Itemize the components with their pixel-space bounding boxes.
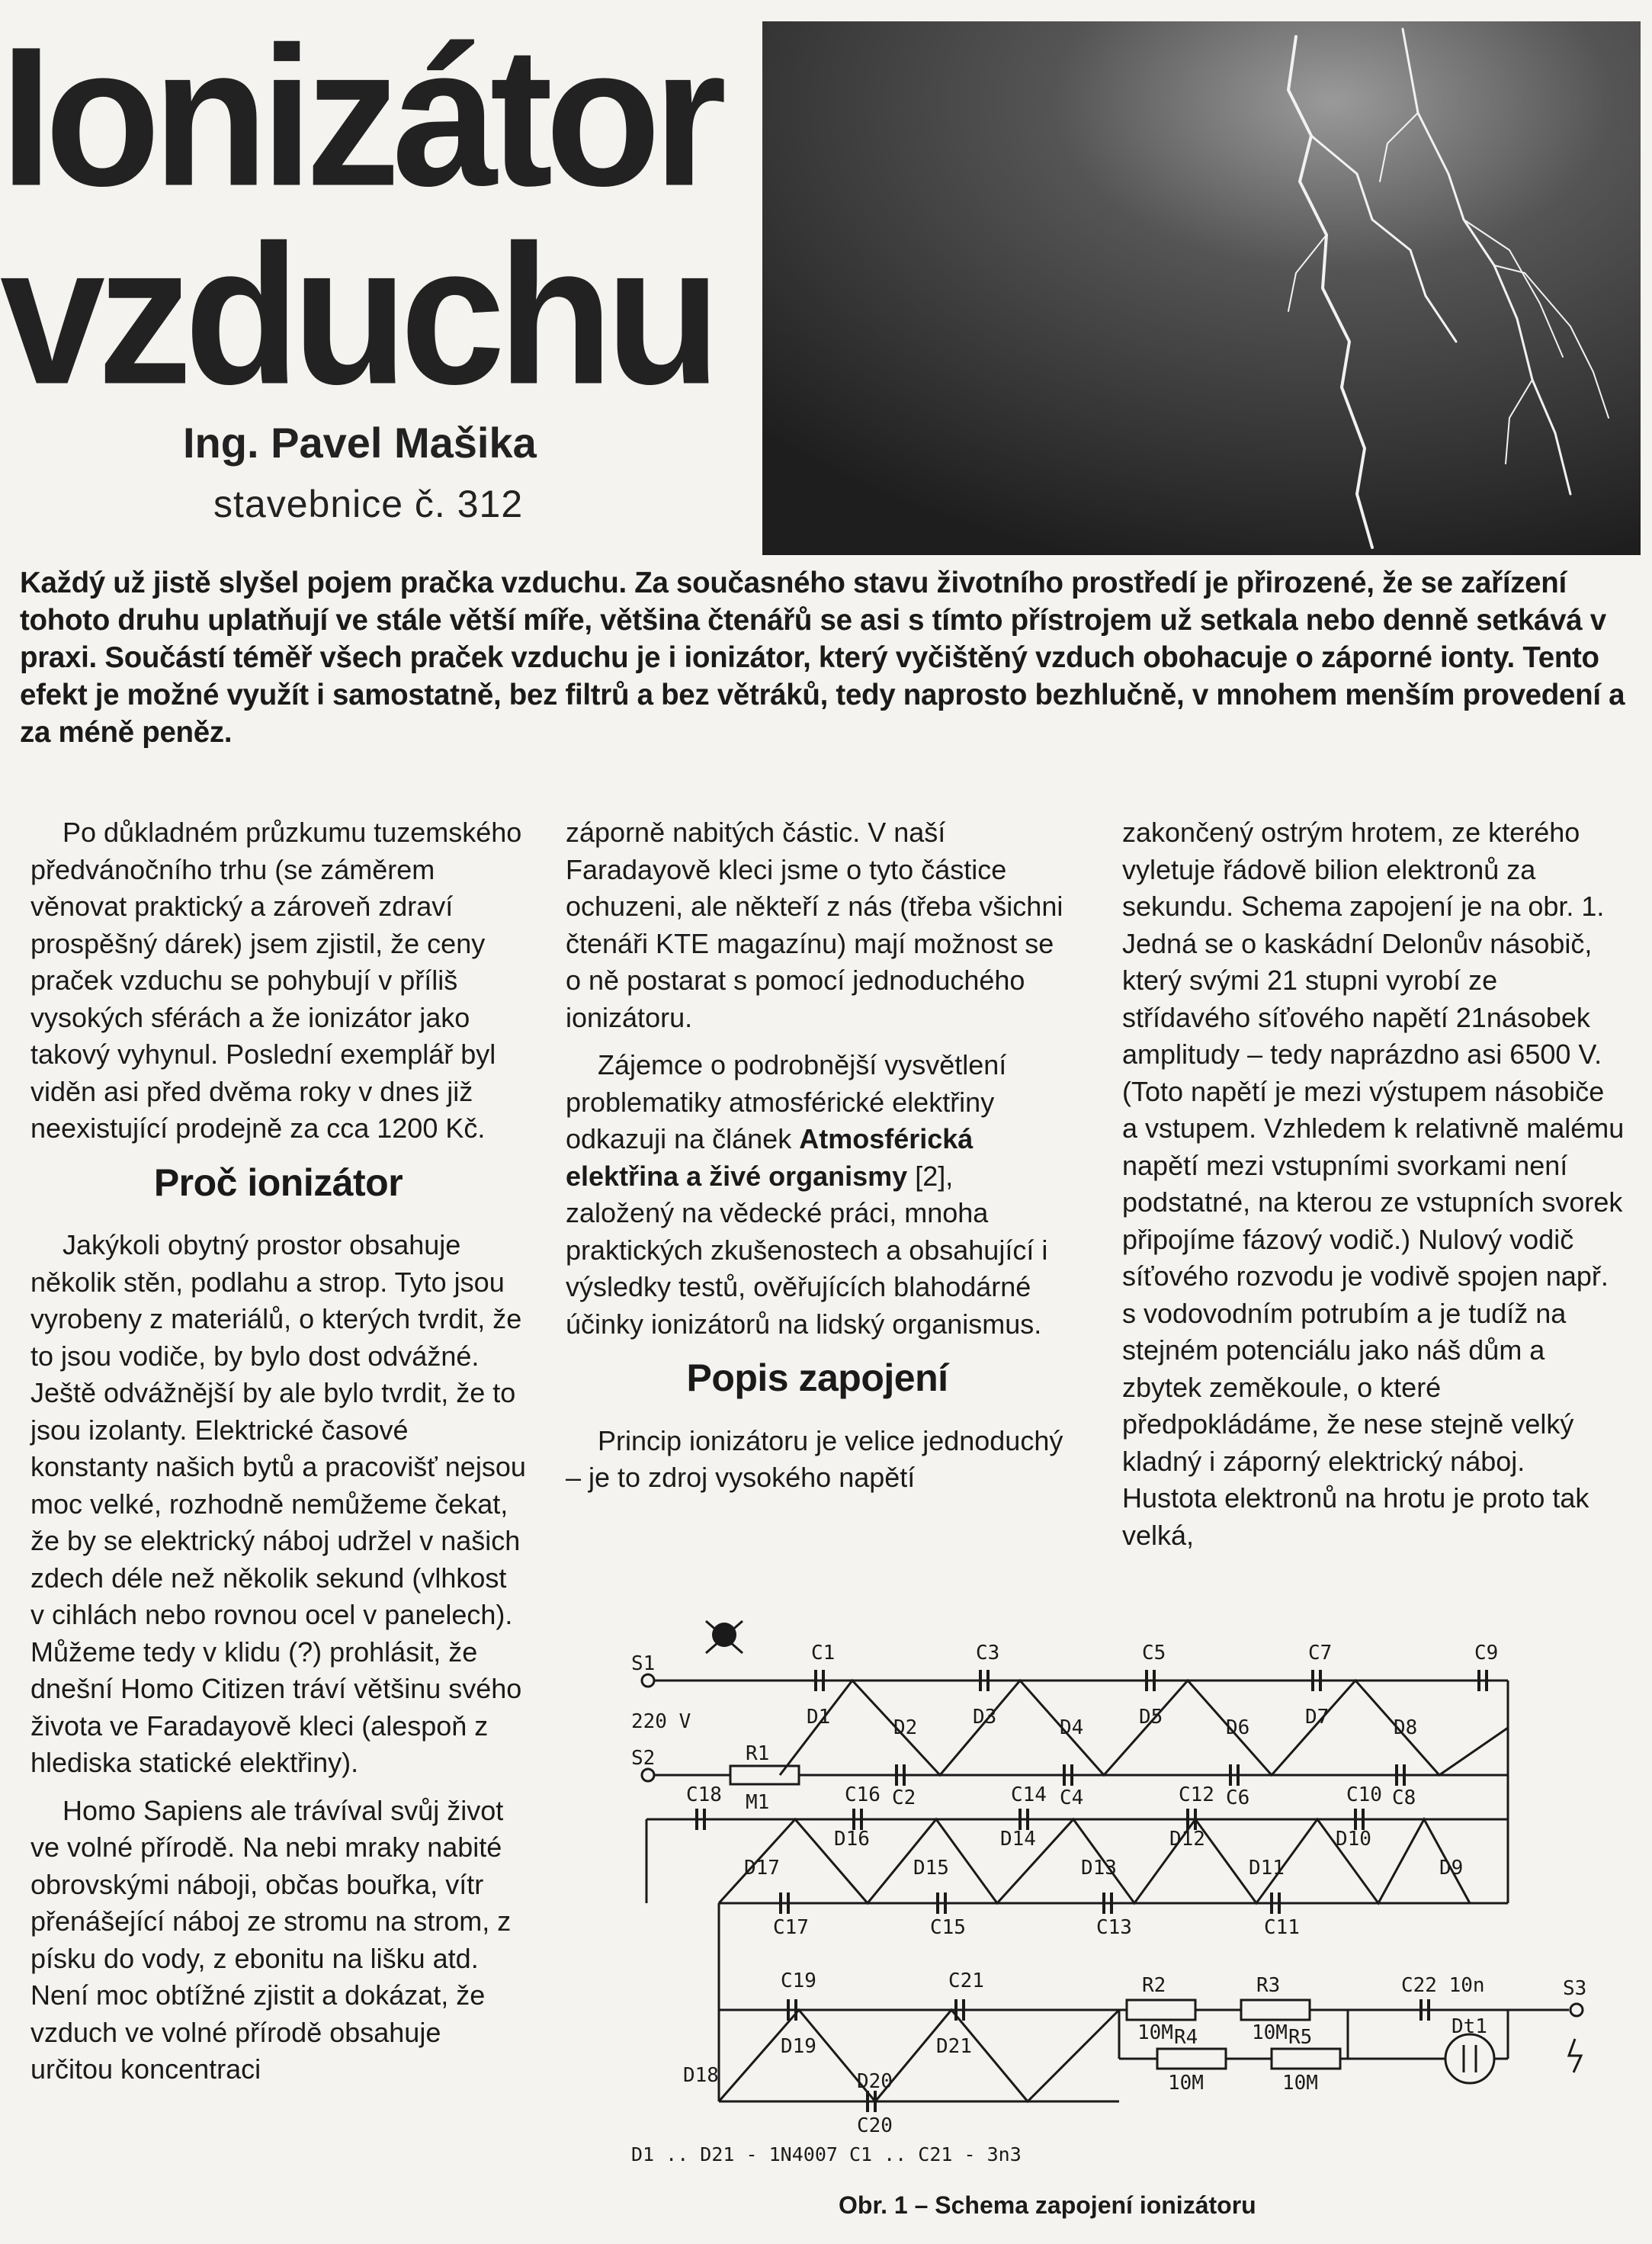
diode-label: D18 xyxy=(683,2064,719,2087)
diode-label: D11 xyxy=(1249,1857,1285,1880)
title-line-2: vzduchu xyxy=(0,203,714,426)
title-line-1: Ionizátor xyxy=(0,5,720,228)
cap-label: C8 xyxy=(1392,1787,1416,1809)
diode-label: D4 xyxy=(1060,1716,1084,1739)
cap-label: C5 xyxy=(1142,1642,1166,1665)
diode-label: D9 xyxy=(1439,1857,1464,1880)
cap-label: C14 xyxy=(1011,1783,1047,1806)
column-3 xyxy=(1122,814,1625,1565)
diode-label: D1 xyxy=(807,1706,831,1729)
diode-label: D21 xyxy=(936,2035,972,2058)
resistor-value: 10M xyxy=(1168,2072,1204,2095)
cap-label: C10 xyxy=(1346,1783,1382,1806)
column-2 xyxy=(566,814,1069,1507)
diode-label: D3 xyxy=(973,1706,997,1729)
resistor-label: R4 xyxy=(1174,2026,1198,2049)
cap-label: C19 xyxy=(781,1970,816,1992)
diode-label: D2 xyxy=(893,1716,918,1739)
diode-label: D6 xyxy=(1226,1716,1250,1739)
paragraph: Homo Sapiens ale trávíval svůj život ve volné přírodě. Na nebi mraky nabité obrovskými náboji, občas bouřka, vítr přenášející náboj ze stromu na strom, z písku do vody, z ebonitu na lišku atd. Není moc obtížné zjistit a dokázat, že vzduch ve volné přírodě obsahuje určitou koncentraci xyxy=(30,1794,512,2085)
cap-label: C2 xyxy=(892,1787,916,1809)
diode-label: D15 xyxy=(913,1857,949,1880)
diode-label: D5 xyxy=(1139,1706,1163,1729)
cap-label: C4 xyxy=(1060,1787,1084,1809)
resistor-value: 10M xyxy=(1137,2021,1173,2044)
cap-label: C9 xyxy=(1474,1642,1499,1665)
text: Zájemce o podrobnější vysvětlení problematiky atmosférické elektřiny odkazuji na článek xyxy=(566,1049,1007,1154)
cap-label: C12 xyxy=(1179,1783,1214,1806)
kit-number: stavebnice č. 312 xyxy=(213,483,524,525)
article-reference: Atmosférická elektřina a živé organismy xyxy=(566,1123,974,1192)
diode-label: D19 xyxy=(781,2035,816,2058)
text: [2], založený na vědecké práci, mnoha praktických zkušenostech a obsahující i výsledky testů, ověřujících blahodárné účinky ionizátorů na lidský organismus. xyxy=(566,1160,1048,1340)
paragraph: Princip ionizátoru je velice jednoduchý – je to zdroj vysokého napětí xyxy=(566,1424,1063,1493)
author: Ing. Pavel Mašika xyxy=(183,419,537,467)
c22-label: C22 10n xyxy=(1401,1974,1485,1997)
figure-caption: Obr. 1 – Schema zapojení ionizátoru xyxy=(839,2191,1256,2219)
parts-list: D1 .. D21 - 1N4007 C1 .. C21 - 3n3 xyxy=(631,2143,1022,2162)
paragraph: Po důkladném průzkumu tuzemského předvánočního trhu (se záměrem věnovat praktický a zároveň zdraví prospěšný dárek) jsem zjistil, že ceny praček vzduchu se pohybují v příliš vysokých sférách a že ionizátor jako takový vyhynul. Poslední exemplář byl viděn asi před dvěma roky v dnes již neexistující prodejně za cca 1200 Kč. xyxy=(30,817,522,1144)
cap-label: C6 xyxy=(1226,1787,1250,1809)
r1-label: R1 xyxy=(746,1742,770,1765)
voltage-label: 220 V xyxy=(631,1710,691,1733)
circuit-schematic xyxy=(631,1598,1630,2162)
cap-label: C21 xyxy=(948,1970,984,1992)
section-heading: Popis zapojení xyxy=(686,1356,948,1399)
diode-label: D20 xyxy=(857,2070,893,2093)
cap-label: C20 xyxy=(857,2114,893,2137)
diode-label: D8 xyxy=(1394,1716,1418,1739)
paragraph: Jakýkoli obytný prostor obsahuje několik stěn, podlahu a strop. Tyto jsou vyrobeny z materiálů, o kterých tvrdit, že to jsou vodiče, by bylo dost odvážné. Ještě odvážnější by ale bylo tvrdit, že to jsou izolanty. Elektrické časové konstanty našich bytů a pracovišť nejsou moc velké, rozhodně nemůžeme čekat, že by se elektrický náboj udržel v našich zdech déle než několik sekund (vlhkost v cihlách nebo rovnou ocel v panelech). Můžeme tedy v klidu (?) prohlásit, že dnešní Homo Citizen tráví většinu svého života ve Faradayově kleci (alespoň z hlediska statické elektřiny). xyxy=(30,1229,526,1778)
diode-label: D16 xyxy=(834,1828,870,1851)
cap-label: C13 xyxy=(1096,1916,1132,1939)
cap-label: C16 xyxy=(845,1783,881,1806)
resistor-value: 10M xyxy=(1282,2072,1318,2095)
cap-label: C18 xyxy=(686,1783,722,1806)
resistor-label: R2 xyxy=(1142,1974,1166,1997)
cap-label: C11 xyxy=(1264,1916,1300,1939)
paragraph: záporně nabitých částic. V naší Faradayově kleci jsme o tyto částice ochuzeni, ale někteří z nás (třeba všichni čtenáři KTE magazínu) mají možnost se o ně postarat s pomocí jednoduchého ionizátoru. xyxy=(566,817,1063,1033)
diode-label: D12 xyxy=(1169,1828,1205,1851)
diode-label: D17 xyxy=(744,1857,780,1880)
resistor-label: R5 xyxy=(1288,2026,1313,2049)
paragraph xyxy=(566,1047,1069,1343)
skull-icon xyxy=(706,1621,743,1653)
section-heading: Proč ionizátor xyxy=(153,1161,403,1204)
terminal-s3: S3 xyxy=(1563,1977,1587,2000)
column-1 xyxy=(30,814,526,2099)
lead-paragraph: Každý už jistě slyšel pojem pračka vzduchu. Za současného stavu životního prostředí je přirozené, že se zařízení tohoto druhu uplatňují ve stále větší míře, většina čtenářů se asi s tímto přístrojem už setkala nebo denně setkává v praxi. Součástí téměř všech praček vzduchu je i ionizátor, který vyčištěný vzduch obohacuje o záporné ionty. Tento efekt je možné využít i samostatně, bez filtrů a bez větráků, tedy naprosto bezhlučně, v mnohem menším provedení a za méně peněz. xyxy=(20,567,1625,749)
cap-label: C7 xyxy=(1308,1642,1333,1665)
m1-label: M1 xyxy=(746,1791,770,1814)
dt1-label: Dt1 xyxy=(1452,2015,1487,2038)
terminal-s1: S1 xyxy=(631,1652,656,1675)
diode-label: D10 xyxy=(1336,1828,1371,1851)
paragraph: zakončený ostrým hrotem, ze kterého vyletuje řádově bilion elektronů za sekundu. Schema zapojení je na obr. 1. Jedná se o kaskádní Delonův násobič, který svými 21 stupni vyrobí ze střídavého síťového napětí 21násobek amplitudy – tedy naprázdno asi 6500 V. (Toto napětí je mezi výstupem násobiče a vstupem. Vzhledem k relativně malému napětí mezi vstupními svorkami není podstatné, na kterou ze vstupních svorek připojíme fázový vodič.) Nulový vodič síťového rozvodu je vodivě spojen např. s vodovodním potrubím a je tudíž na stejném potenciálu jako náš dům a zbytek zeměkoule, o které předpokládáme, že nese stejně velký kladný i záporný elektrický náboj. Hustota elektronů na hrotu je proto tak velká, xyxy=(1122,817,1625,1551)
terminal-s2: S2 xyxy=(631,1747,656,1770)
cap-label: C3 xyxy=(976,1642,1000,1665)
diode-label: D14 xyxy=(1000,1828,1036,1851)
cap-label: C15 xyxy=(930,1916,966,1939)
resistor-value: 10M xyxy=(1252,2021,1288,2044)
cap-label: C17 xyxy=(773,1916,809,1939)
lightning-photo xyxy=(762,21,1641,555)
resistor-label: R3 xyxy=(1256,1974,1281,1997)
cap-label: C1 xyxy=(811,1642,836,1665)
diode-label: D13 xyxy=(1081,1857,1117,1880)
diode-label: D7 xyxy=(1305,1706,1330,1729)
